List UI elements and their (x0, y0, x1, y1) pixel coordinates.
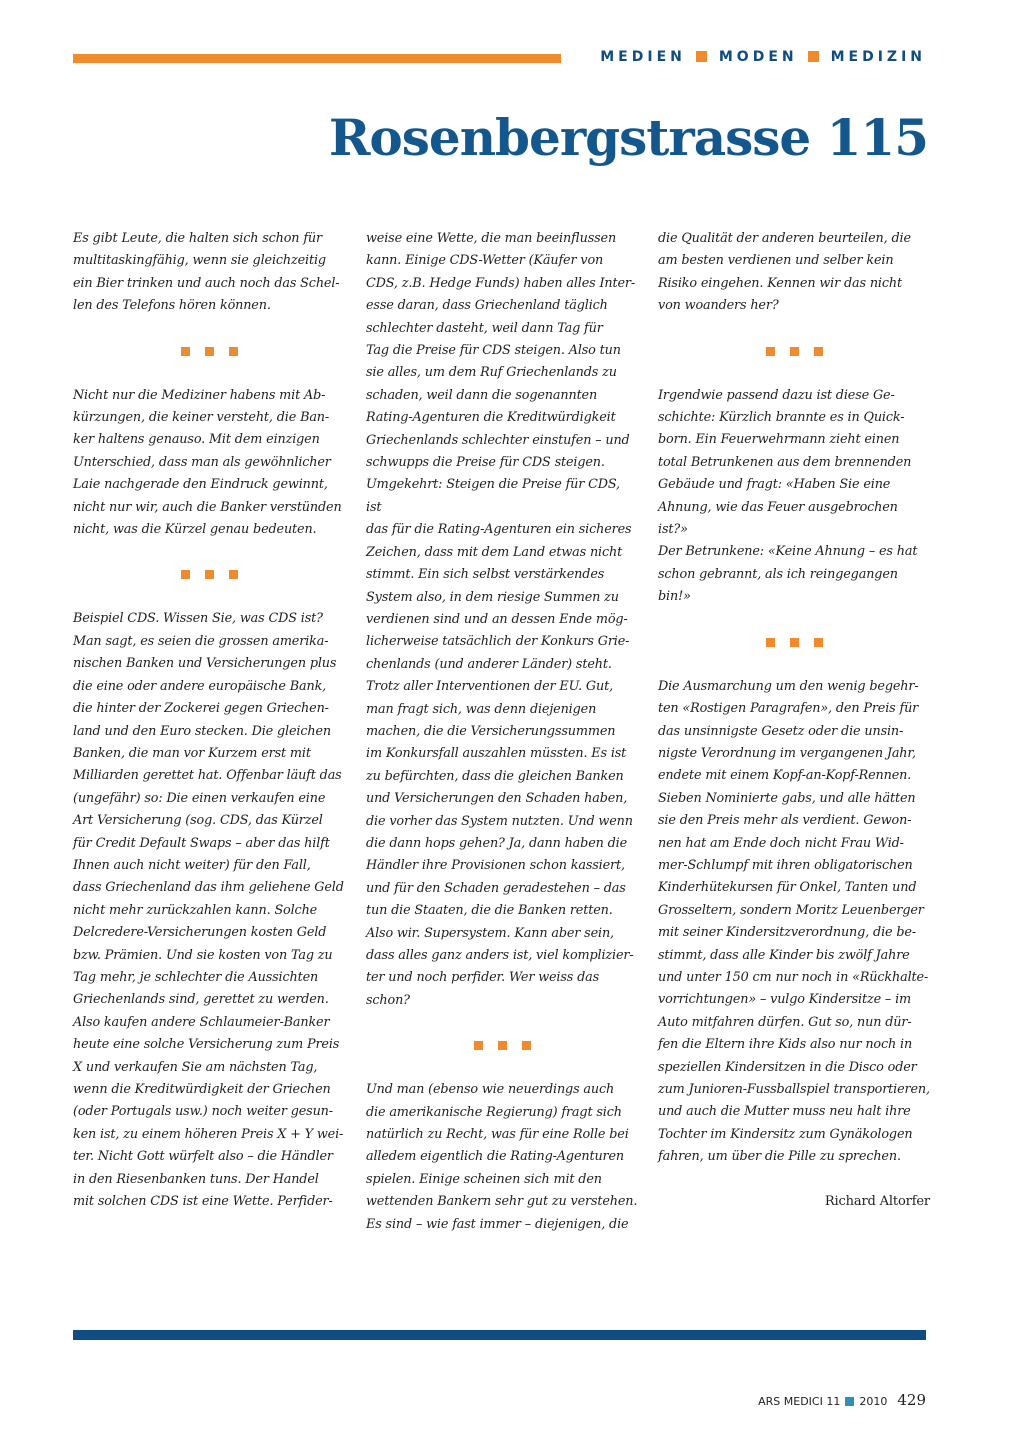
text-line: multitaskingfähig, wenn sie gleichzeitig (73, 253, 326, 269)
text-line: fahren, um über die Pille zu sprechen. (658, 1149, 901, 1165)
text-line: in den Riesenbanken tuns. Der Handel (73, 1171, 319, 1187)
text-line: Laie nachgerade den Eindruck gewinnt, (73, 477, 328, 493)
text-line: nischen Banken und Versicherungen plus (73, 656, 337, 672)
text-line: Banken, die man vor Kurzem erst mit (73, 745, 311, 761)
section-label-moden: MODEN (718, 49, 798, 65)
section-divider-dots (73, 541, 345, 608)
bottom-blue-rule (73, 1330, 926, 1340)
text-line: dass alles ganz anders ist, viel komplizier- (366, 948, 634, 963)
publication-name: ARS MEDICI 11 (758, 1395, 841, 1408)
orange-square-separator (696, 51, 707, 62)
text-line: weise eine Wette, die man beeinflussen (366, 231, 617, 246)
text-line: ter. Nicht Gott würfelt also – die Händler (73, 1149, 333, 1165)
text-line: stimmt. Ein sich selbst verstärkendes (366, 567, 605, 583)
text-line: endete mit einem Kopf-an-Kopf-Rennen. (658, 768, 912, 784)
text-line: Also kaufen andere Schlaumeier-Banker (73, 1014, 330, 1030)
text-line: für Credit Default Swaps – aber das hilft (73, 835, 330, 851)
text-line: speziellen Kindersitzen in die Disco oder (658, 1059, 917, 1075)
text-line: spielen. Einige scheinen sich mit den (366, 1171, 602, 1187)
orange-square-icon (790, 638, 799, 647)
text-line: Tochter im Kindersitz zum Gynäkologen (658, 1126, 913, 1142)
text-line: schon? (366, 992, 410, 1008)
text-line: ker haltens genauso. Mit dem einzigen (73, 432, 320, 448)
text-line: die vorher das System nutzten. Und wenn (366, 813, 633, 829)
page-footer (758, 1391, 926, 1409)
section-divider-dots (366, 1012, 638, 1079)
paragraph (366, 1079, 638, 1236)
text-line: verdienen sind und an dessen Ende mög- (366, 611, 628, 627)
orange-square-icon (181, 570, 190, 579)
text-line: Sieben Nominierte gabs, und alle hätten (658, 790, 916, 806)
text-column-3 (658, 228, 930, 1213)
text-line: Unterschied, dass man als gewöhnlicher (73, 454, 331, 470)
orange-square-icon (205, 570, 214, 579)
text-line: mer-Schlumpf mit ihren obligatorischen (658, 857, 913, 873)
text-line: Rating-Agenturen die Kreditwürdigkeit (366, 410, 616, 426)
text-line: sie den Preis mehr als verdient. Gewon- (658, 813, 912, 829)
section-header (600, 49, 926, 65)
text-line: Gebäude und fragt: «Haben Sie eine (658, 477, 891, 493)
text-line: natürlich zu Recht, was für eine Rolle bei (366, 1127, 629, 1143)
text-line: Griechenlands schlechter einstufen – und (366, 432, 630, 448)
text-line: Irgendwie passend dazu ist diese Ge- (658, 387, 895, 403)
text-line: Tag die Preise für CDS steigen. Also tun (366, 343, 621, 359)
text-line: die Qualität der anderen beurteilen, die (658, 231, 911, 246)
text-line: wenn die Kreditwürdigkeit der Griechen (73, 1082, 331, 1097)
text-line: zu befürchten, dass die gleichen Banken (366, 768, 624, 784)
text-line: nigste Verordnung im vergangenen Jahr, (658, 745, 916, 761)
text-line: die hinter der Zockerei gegen Griechen- (73, 701, 329, 717)
section-divider-dots (658, 318, 930, 385)
text-line: schlechter dasteht, weil dann Tag für (366, 320, 603, 336)
text-line: esse daran, dass Griechenland täglich (366, 298, 608, 314)
text-line: Trotz aller Interventionen der EU. Gut, (366, 679, 613, 695)
paragraph (366, 228, 638, 1012)
orange-square-icon (229, 570, 238, 579)
text-line: kann. Einige CDS-Wetter (Käufer von (366, 253, 604, 269)
text-line: bin!» (658, 589, 691, 605)
text-line: Griechenlands sind, gerettet zu werden. (73, 992, 329, 1008)
text-column-1 (73, 228, 345, 1213)
orange-square-icon (814, 347, 823, 356)
text-line: (ungefähr) so: Die einen verkaufen eine (73, 790, 326, 806)
text-line: Ihnen auch nicht weiter) für den Fall, (73, 857, 311, 873)
text-line: man fragt sich, was denn diejenigen (366, 701, 597, 717)
column-3-body (658, 228, 930, 1169)
paragraph (73, 385, 345, 542)
text-line: Beispiel CDS. Wissen Sie, was CDS ist? (73, 611, 323, 627)
text-line: schaden, weil dann die sogenannten (366, 387, 598, 403)
text-line: Milliarden gerettet hat. Offenbar läuft das (73, 768, 342, 784)
text-line: Auto mitfahren dürfen. Gut so, nun dür- (658, 1014, 912, 1030)
text-line: und Versicherungen den Schaden haben, (366, 791, 628, 807)
text-line: Also wir. Supersystem. Kann aber sein, (366, 925, 614, 941)
page-title: Rosenbergstrasse 115 (328, 108, 928, 167)
text-line: das unsinnigste Gesetz oder die unsin- (658, 723, 904, 739)
text-line: von woanders her? (658, 298, 779, 314)
top-orange-rule (73, 54, 561, 63)
text-line: Grosseltern, sondern Moritz Leuenberger (658, 902, 924, 918)
text-line: am besten verdienen und selber kein (658, 253, 894, 269)
text-line: wettenden Bankern sehr gut zu verstehen. (366, 1194, 638, 1210)
orange-square-separator (808, 51, 819, 62)
text-line: Ahnung, wie das Feuer ausgebrochen ist?» (658, 499, 898, 538)
text-line: die eine oder andere europäische Bank, (73, 678, 327, 694)
text-line: Es gibt Leute, die halten sich schon für (73, 231, 322, 246)
text-line: kürzungen, die keiner versteht, die Ban- (73, 410, 330, 426)
text-line: Es sind – wie fast immer – diejenigen, die (366, 1216, 629, 1232)
text-line: Die Ausmarchung um den wenig begehr- (658, 678, 919, 694)
section-divider-dots (73, 318, 345, 385)
text-line: nicht, was die Kürzel genau bedeuten. (73, 522, 317, 538)
text-line: ken ist, zu einem höheren Preis X + Y wei- (73, 1126, 344, 1142)
orange-square-icon (522, 1041, 531, 1050)
section-divider-dots (658, 609, 930, 676)
text-line: Man sagt, es seien die grossen amerika- (73, 633, 329, 649)
text-line: CDS, z.B. Hedge Funds) haben alles Inter- (366, 275, 636, 291)
text-line: alledem eigentlich die Rating-Agenturen (366, 1149, 625, 1165)
text-line: sie alles, um dem Ruf Griechenlands zu (366, 365, 617, 381)
section-label-medien: MEDIEN (600, 49, 686, 65)
text-line: fen die Eltern ihre Kids also nur noch in (658, 1037, 913, 1053)
text-line: nicht nur wir, auch die Banker verstünden (73, 499, 342, 515)
orange-square-icon (474, 1041, 483, 1050)
publication-year: 2010 (859, 1395, 888, 1408)
text-line: stimmt, dass alle Kinder bis zwölf Jahre (658, 947, 910, 963)
text-line: vorrichtungen» – vulgo Kindersitze – im (658, 992, 911, 1008)
paragraph (658, 676, 930, 1169)
text-line: dass Griechenland das ihm geliehene Geld (73, 880, 344, 896)
paragraph (658, 385, 930, 609)
text-line: tun die Staaten, die die Banken retten. (366, 903, 613, 919)
text-line: Umgekehrt: Steigen die Preise für CDS, ist (366, 477, 620, 515)
text-line: Tag mehr, je schlechter die Aussichten (73, 969, 319, 985)
text-line: die dann hops gehen? Ja, dann haben die (366, 835, 628, 851)
orange-square-icon (766, 638, 775, 647)
orange-square-icon (205, 347, 214, 356)
text-line: land und den Euro stecken. Die gleichen (73, 723, 331, 739)
blue-square-separator (845, 1397, 854, 1406)
page-number: 429 (897, 1391, 926, 1409)
orange-square-icon (229, 347, 238, 356)
text-line: ter und noch perfider. Wer weiss das (366, 970, 600, 986)
text-line: Risiko eingehen. Kennen wir das nicht (658, 275, 902, 291)
text-line: und unter 150 cm nur noch in «Rückhalte- (658, 969, 929, 985)
orange-square-icon (814, 638, 823, 647)
paragraph (658, 228, 930, 318)
text-line: Der Betrunkene: «Keine Ahnung – es hat (658, 544, 918, 560)
paragraph (73, 608, 345, 1213)
text-line: Zeichen, dass mit dem Land etwas nicht (366, 544, 623, 560)
text-line: schon gebrannt, als ich reingegangen (658, 566, 898, 582)
text-line: und für den Schaden geradestehen – das (366, 880, 626, 896)
text-line: Händler ihre Provisionen schon kassiert, (366, 858, 625, 874)
text-line: X und verkaufen Sie am nächsten Tag, (73, 1059, 318, 1075)
text-line: Delcredere-Versicherungen kosten Geld (73, 925, 327, 941)
author-name: Richard Altorfer (824, 1193, 930, 1209)
text-line: chenlands (und anderer Länder) steht. (366, 656, 612, 672)
text-line: mit seiner Kindersitzverordnung, die be- (658, 925, 916, 941)
text-line: System also, in dem riesige Summen zu (366, 589, 619, 605)
text-line: machen, die die Versicherungssummen (366, 723, 616, 739)
paragraph (73, 228, 345, 318)
text-line: die amerikanische Regierung) fragt sich (366, 1104, 622, 1120)
text-line: born. Ein Feuerwehrmann zieht einen (658, 432, 900, 448)
text-line: Art Versicherung (sog. CDS, das Kürzel (73, 813, 323, 829)
text-line: Kinderhütekursen für Onkel, Tanten und (658, 880, 917, 896)
orange-square-icon (766, 347, 775, 356)
text-line: (oder Portugals usw.) noch weiter gesun- (73, 1104, 333, 1120)
text-line: das für die Rating-Agenturen ein sicheres (366, 522, 632, 538)
orange-square-icon (181, 347, 190, 356)
text-line: nicht mehr zurückzahlen kann. Solche (73, 902, 318, 918)
text-line: ein Bier trinken und auch noch das Schel- (73, 275, 340, 291)
text-line: im Konkursfall auszahlen müssten. Es ist (366, 746, 627, 762)
text-line: mit solchen CDS ist eine Wette. Perfider- (73, 1194, 333, 1210)
text-line: total Betrunkenen aus dem brennenden (658, 454, 912, 470)
section-label-medizin: MEDIZIN (830, 49, 926, 65)
orange-square-icon (790, 347, 799, 356)
text-line: bzw. Prämien. Und sie kosten von Tag zu (73, 947, 333, 963)
text-line: schichte: Kürzlich brannte es in Quick- (658, 410, 905, 426)
text-line: len des Telefons hören können. (73, 298, 271, 314)
text-line: zum Junioren-Fussballspiel transportieren, (658, 1082, 930, 1097)
text-line: und auch die Mutter muss neu halt ihre (658, 1104, 911, 1120)
text-line: ten «Rostigen Paragrafen», den Preis für (658, 701, 919, 717)
text-line: Und man (ebenso wie neuerdings auch (366, 1082, 615, 1098)
text-line: licherweise tatsächlich der Konkurs Grie- (366, 634, 630, 650)
text-line: heute eine solche Versicherung zum Preis (73, 1037, 340, 1053)
text-line: schwupps die Preise für CDS steigen. (366, 455, 605, 471)
orange-square-icon (498, 1041, 507, 1050)
text-column-2 (366, 228, 638, 1236)
text-line: Nicht nur die Mediziner habens mit Ab- (73, 387, 326, 403)
text-line: nen hat am Ende doch nicht Frau Wid- (658, 835, 904, 851)
